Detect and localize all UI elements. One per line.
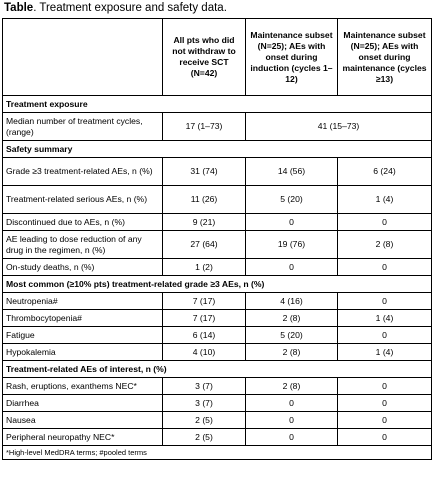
cell-maintenance: 0 xyxy=(338,395,432,412)
table-row xyxy=(3,186,432,214)
cell-induction: 5 (20) xyxy=(246,327,338,344)
cell-all: 3 (7) xyxy=(163,395,246,412)
section-row xyxy=(3,361,432,378)
row-label: AE leading to dose reduction of any drug in the regimen, n (%) xyxy=(3,231,163,259)
row-label: Hypokalemia xyxy=(3,344,163,361)
row-label: Rash, eruptions, exanthems NEC* xyxy=(3,378,163,395)
cell-maintenance: 0 xyxy=(338,259,432,276)
cell-all: 1 (2) xyxy=(163,259,246,276)
cell-maintenance: 1 (4) xyxy=(338,186,432,214)
cell-maintenance: 2 (8) xyxy=(338,231,432,259)
caption-text: . Treatment exposure and safety data. xyxy=(33,2,227,14)
row-label: Median number of treatment cycles, (range) xyxy=(3,113,163,141)
section-row xyxy=(3,96,432,113)
section-most-common-aes: Most common (≥10% pts) treatment-related grade ≥3 AEs, n (%) xyxy=(3,276,432,293)
cell-all: 31 (74) xyxy=(163,158,246,186)
row-label: Nausea xyxy=(3,412,163,429)
header-all-pts: All pts who did not withdraw to receive SCT (N=42) xyxy=(163,19,246,96)
cell-all: 7 (17) xyxy=(163,310,246,327)
row-label: Peripheral neuropathy NEC* xyxy=(3,429,163,446)
section-aes-of-interest: Treatment-related AEs of interest, n (%) xyxy=(3,361,432,378)
cell-induction: 0 xyxy=(246,214,338,231)
table-row xyxy=(3,158,432,186)
cell-maintenance: 0 xyxy=(338,429,432,446)
row-label: Neutropenia# xyxy=(3,293,163,310)
table-row xyxy=(3,259,432,276)
cell-all: 6 (14) xyxy=(163,327,246,344)
cell-maintenance: 0 xyxy=(338,412,432,429)
table-row xyxy=(3,327,432,344)
table-row xyxy=(3,214,432,231)
section-row xyxy=(3,141,432,158)
table-caption xyxy=(4,1,227,15)
cell-induction: 2 (8) xyxy=(246,310,338,327)
cell-induction: 0 xyxy=(246,412,338,429)
table-row xyxy=(3,231,432,259)
cell-maintenance-merged: 41 (15–73) xyxy=(246,113,432,141)
row-label: Thrombocytopenia# xyxy=(3,310,163,327)
cell-induction: 14 (56) xyxy=(246,158,338,186)
cell-all: 4 (10) xyxy=(163,344,246,361)
cell-induction: 2 (8) xyxy=(246,344,338,361)
section-safety-summary: Safety summary xyxy=(3,141,432,158)
cell-induction: 0 xyxy=(246,429,338,446)
cell-maintenance: 1 (4) xyxy=(338,344,432,361)
table-row xyxy=(3,412,432,429)
cell-all: 2 (5) xyxy=(163,429,246,446)
row-label: Discontinued due to AEs, n (%) xyxy=(3,214,163,231)
cell-maintenance: 1 (4) xyxy=(338,310,432,327)
section-row xyxy=(3,276,432,293)
cell-maintenance: 0 xyxy=(338,214,432,231)
cell-all: 27 (64) xyxy=(163,231,246,259)
row-label: Treatment-related serious AEs, n (%) xyxy=(3,186,163,214)
table-row xyxy=(3,310,432,327)
table-row xyxy=(3,395,432,412)
footnote-row xyxy=(3,446,432,460)
cell-maintenance: 0 xyxy=(338,327,432,344)
cell-induction: 5 (20) xyxy=(246,186,338,214)
cell-induction: 0 xyxy=(246,259,338,276)
cell-induction: 19 (76) xyxy=(246,231,338,259)
safety-table xyxy=(2,18,432,460)
table-footnote: *High-level MedDRA terms; #pooled terms xyxy=(3,446,432,460)
row-label: Fatigue xyxy=(3,327,163,344)
header-cell-empty xyxy=(3,19,163,96)
cell-all: 7 (17) xyxy=(163,293,246,310)
section-treatment-exposure: Treatment exposure xyxy=(3,96,432,113)
header-maint-induction: Maintenance subset (N=25); AEs with onset during induction (cycles 1–12) xyxy=(246,19,338,96)
cell-all: 11 (26) xyxy=(163,186,246,214)
table-row xyxy=(3,113,432,141)
row-label: On-study deaths, n (%) xyxy=(3,259,163,276)
row-label: Grade ≥3 treatment-related AEs, n (%) xyxy=(3,158,163,186)
row-label: Diarrhea xyxy=(3,395,163,412)
cell-all: 9 (21) xyxy=(163,214,246,231)
cell-all: 3 (7) xyxy=(163,378,246,395)
header-row xyxy=(3,19,432,96)
cell-induction: 0 xyxy=(246,395,338,412)
cell-all: 17 (1–73) xyxy=(163,113,246,141)
table-row xyxy=(3,344,432,361)
cell-maintenance: 6 (24) xyxy=(338,158,432,186)
cell-maintenance: 0 xyxy=(338,293,432,310)
table-row xyxy=(3,293,432,310)
cell-maintenance: 0 xyxy=(338,378,432,395)
header-maint-maintenance: Maintenance subset (N=25); AEs with onset during maintenance (cycles ≥13) xyxy=(338,19,432,96)
table-row xyxy=(3,429,432,446)
cell-all: 2 (5) xyxy=(163,412,246,429)
cell-induction: 2 (8) xyxy=(246,378,338,395)
cell-induction: 4 (16) xyxy=(246,293,338,310)
caption-label: Table xyxy=(4,2,34,14)
table-row xyxy=(3,378,432,395)
